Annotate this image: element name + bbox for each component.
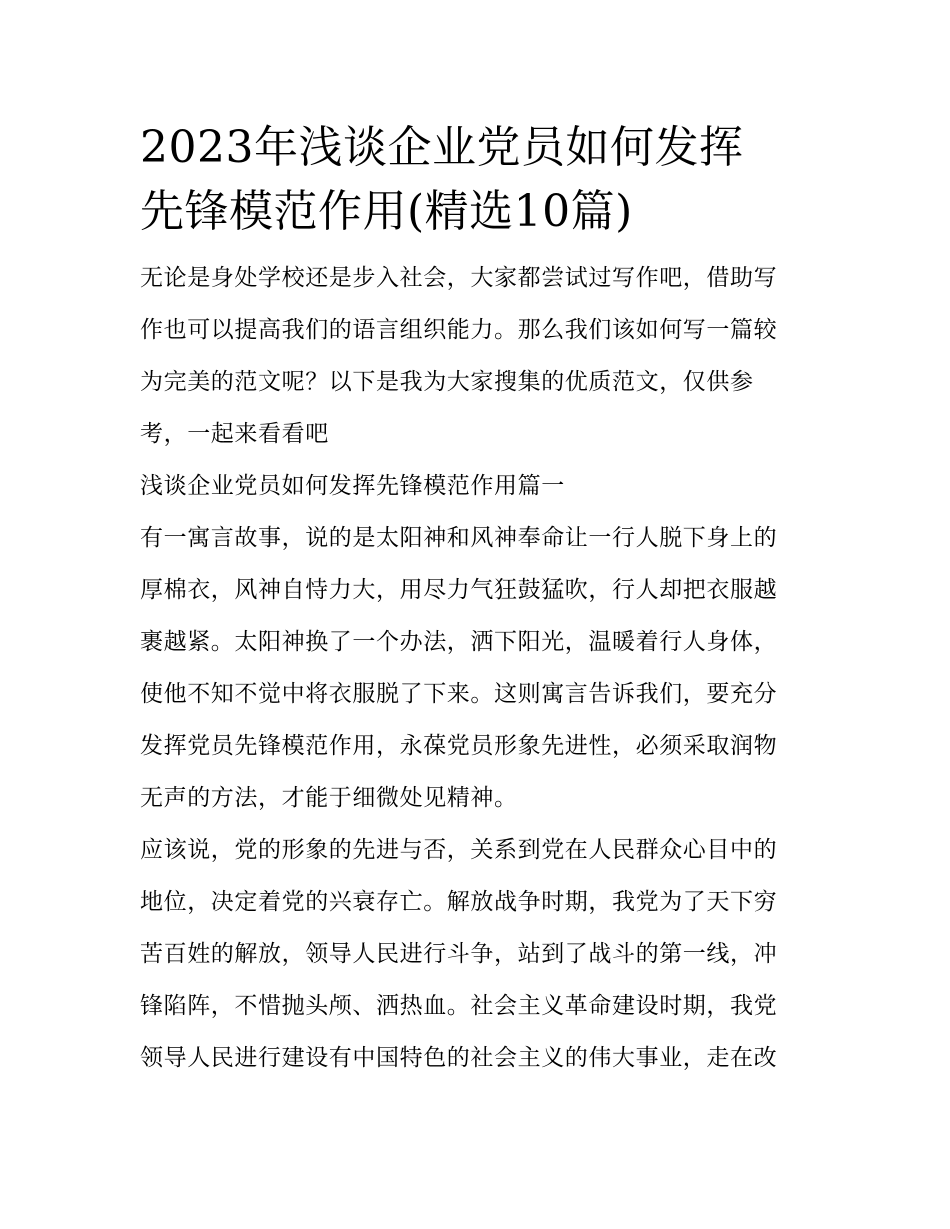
paragraph-line: 领导人民进行建设有中国特色的社会主义的伟大事业，走在改 xyxy=(140,1045,778,1071)
paragraph-line: 裹越紧。太阳神换了一个办法，洒下阳光，温暖着行人身体， xyxy=(140,629,778,655)
intro-line: 作也可以提高我们的语言组织能力。那么我们该如何写一篇较 xyxy=(140,317,778,343)
paragraph-line: 地位，决定着党的兴衰存亡。解放战争时期，我党为了天下穷 xyxy=(140,889,778,915)
paragraph-line: 发挥党员先锋模范作用，永葆党员形象先进性，必须采取润物 xyxy=(140,733,778,759)
paragraph-line: 应该说，党的形象的先进与否，关系到党在人民群众心目中的 xyxy=(140,837,778,863)
intro-line: 为完美的范文呢？以下是我为大家搜集的优质范文，仅供参 xyxy=(140,369,754,395)
document-content xyxy=(140,116,816,1084)
section-heading: 浅谈企业党员如何发挥先锋模范作用篇一 xyxy=(140,473,565,499)
intro-line: 无论是身处学校还是步入社会，大家都尝试过写作吧，借助写 xyxy=(140,265,778,291)
paragraph-line: 苦百姓的解放，领导人民进行斗争，站到了战斗的第一线，冲 xyxy=(140,941,778,967)
paragraph-line: 锋陷阵，不惜抛头颅、洒热血。社会主义革命建设时期，我党 xyxy=(140,993,778,1019)
paragraph-line: 厚棉衣，风神自恃力大，用尽力气狂鼓猛吹，行人却把衣服越 xyxy=(140,577,778,603)
document-body xyxy=(140,252,816,1084)
paragraph-line: 有一寓言故事，说的是太阳神和风神奉命让一行人脱下身上的 xyxy=(140,525,778,551)
title-line-1: 2023年浅谈企业党员如何发挥 xyxy=(140,122,744,173)
intro-line: 考，一起来看看吧 xyxy=(140,421,329,447)
title-line-2: 先锋模范作用(精选10篇) xyxy=(140,186,633,237)
document-title xyxy=(140,116,816,244)
paragraph-line: 无声的方法，才能于细微处见精神。 xyxy=(140,785,518,811)
paragraph-line: 使他不知不觉中将衣服脱了下来。这则寓言告诉我们，要充分 xyxy=(140,681,778,707)
